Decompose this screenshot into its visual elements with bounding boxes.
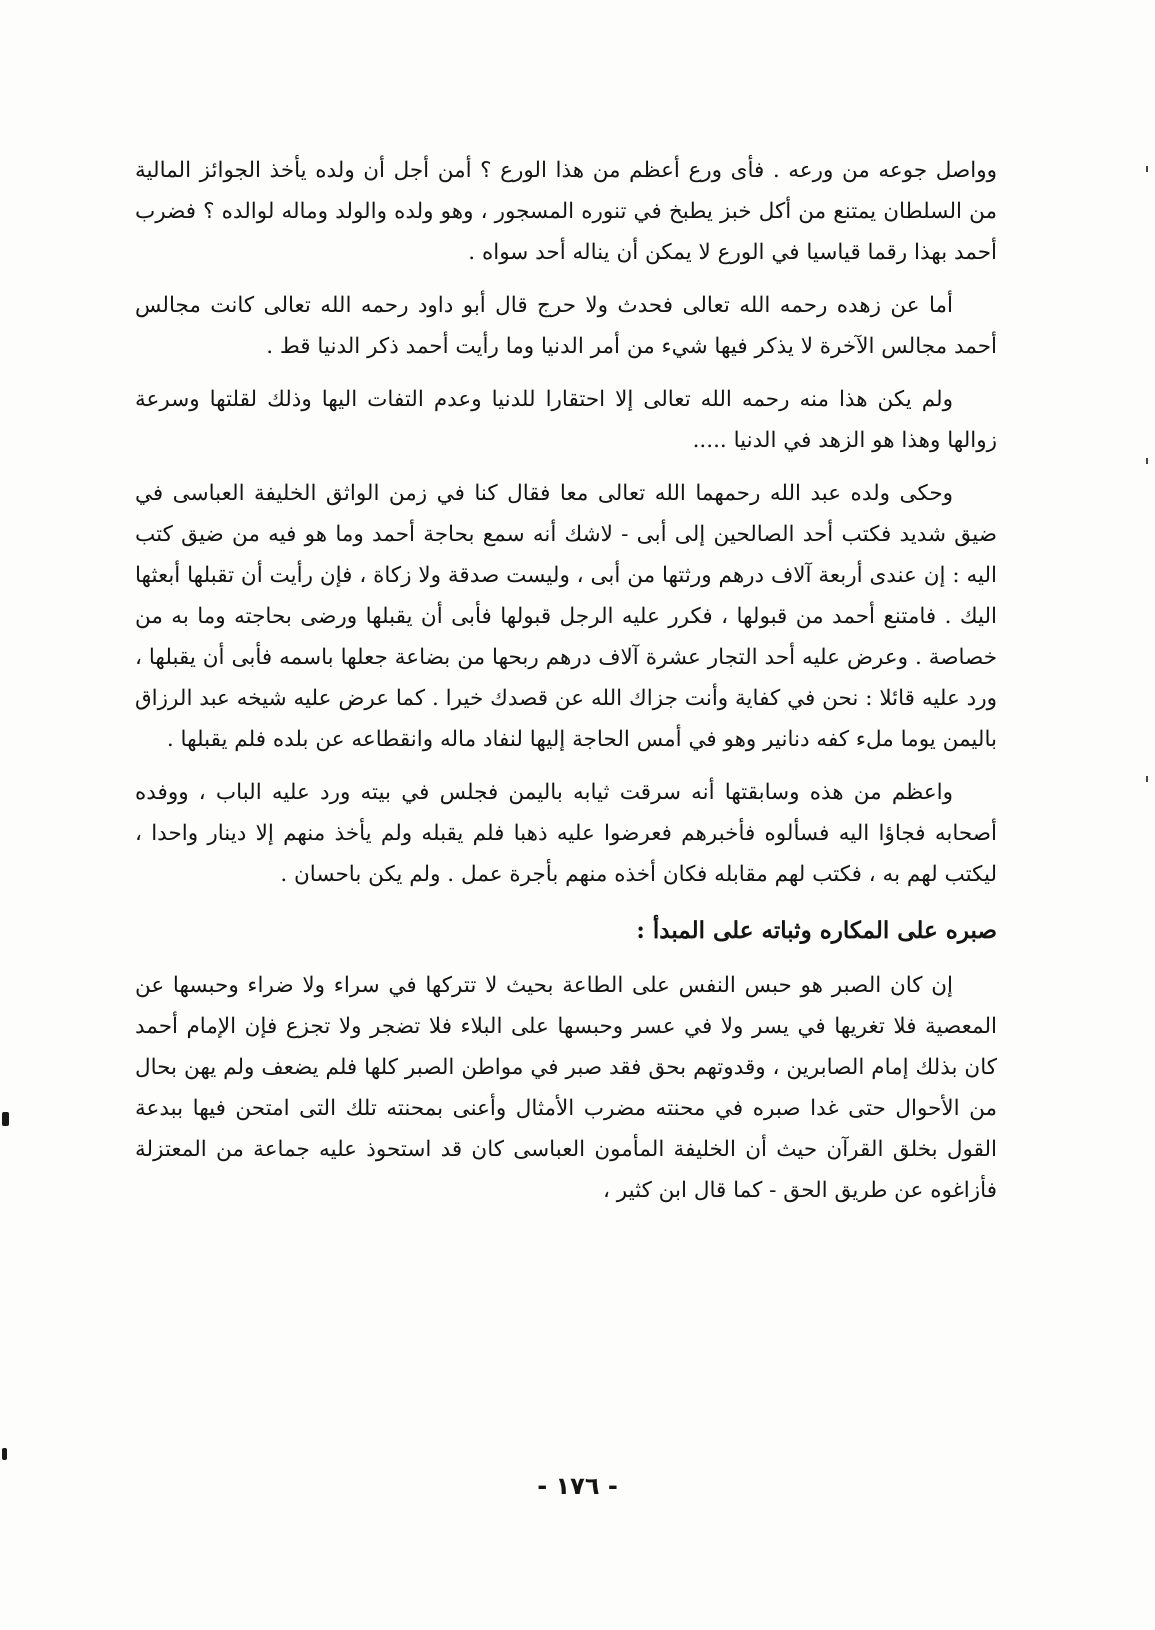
body-text bbox=[135, 150, 997, 1223]
section-heading: صبره على المكاره وثباته على المبدأ : bbox=[636, 917, 997, 944]
margin-mark bbox=[1146, 776, 1148, 782]
paragraph: وحكى ولده عبد الله رحمهما الله تعالى معا فقال كنا في زمن الواثق الخليفة العباسى في ضيق شديد فكتب أحد الصالحين إلى أبى - لاشك أنه سمع بحاجة أحمد وما هو فيه من ضيق كتب اليه : إن عندى أربعة آلاف درهم ورثتها من أبى ، وليست صدقة ولا زكاة ، فإن رأيت أن تقبلها أبعثها اليك . فامتنع أحمد من قبولها ، فكرر عليه الرجل قبولها فأبى أن يقبلها ورضى بحاجته وما به من خصاصة . وعرض عليه أحد التجار عشرة آلاف درهم ربحها من بضاعة جعلها باسمه فأبى أن يقبلها ، ورد عليه قائلا : نحن في كفاية وأنت جزاك الله عن قصدك خيرا . كما عرض عليه شيخه عبد الرزاق باليمن يوما ملء كفه دنانير وهو في أمس الحاجة إليها لنفاد ماله وانقطاعه عن بلده فلم يقبلها . bbox=[135, 481, 997, 752]
paragraph: أما عن زهده رحمه الله تعالى فحدث ولا حرج قال أبو داود رحمه الله تعالى كانت مجالس أحمد مجالس الآخرة لا يذكر فيها شيء من أمر الدنيا وما رأيت أحمد ذكر الدنيا قط . bbox=[135, 293, 997, 359]
margin-mark bbox=[1146, 458, 1148, 464]
margin-mark bbox=[2, 1448, 7, 1460]
page-number: - ١٧٦ - bbox=[537, 1472, 618, 1500]
paragraph: وواصل جوعه من ورعه . فأى ورع أعظم من هذا الورع ؟ أمن أجل أن ولده يأخذ الجوائز المالية من السلطان يمتنع من أكل خبز يطبخ في تنوره المسجور ، وهو ولده والولد وماله لوالده ؟ فضرب أحمد بهذا رقما قياسيا في الورع لا يمكن أن يناله أحد سواه . bbox=[135, 158, 997, 265]
paragraph: ولم يكن هذا منه رحمه الله تعالى إلا احتقارا للدنيا وعدم التفات اليها وذلك لقلتها وسرعة زوالها وهذا هو الزهد في الدنيا ..... bbox=[135, 387, 997, 453]
paragraph: إن كان الصبر هو حبس النفس على الطاعة بحيث لا تتركها في سراء ولا ضراء وحبسها عن المعصية فلا تغريها في يسر ولا في عسر وحبسها على البلاء فلا تضجر ولا تجزع فإن الإمام أحمد كان بذلك إمام الصابرين ، وقدوتهم بحق فقد صبر في مواطن الصبر كلها فلم يضعف ولم يهن بحال من الأحوال حتى غدا صبره في محنته مضرب الأمثال وأعنى بمحنته تلك التى امتحن فيها ببدعة القول بخلق القرآن حيث أن الخليفة المأمون العباسى كان قد استحوذ عليه جماعة من المعتزلة فأزاغوه عن طريق الحق - كما قال ابن كثير ، bbox=[135, 973, 997, 1203]
margin-mark bbox=[2, 1112, 9, 1126]
margin-mark bbox=[1146, 166, 1148, 172]
paragraph: واعظم من هذه وسابقتها أنه سرقت ثيابه باليمن فجلس في بيته ورد عليه الباب ، ووفده أصحابه فجاؤا اليه فسألوه فأخبرهم فعرضوا عليه ذهبا فلم يقبله ولم يأخذ منهم إلا دينار واحدا ، ليكتب لهم به ، فكتب لهم مقابله فكان أخذه منهم بأجرة عمل . ولم يكن باحسان . bbox=[135, 780, 997, 887]
